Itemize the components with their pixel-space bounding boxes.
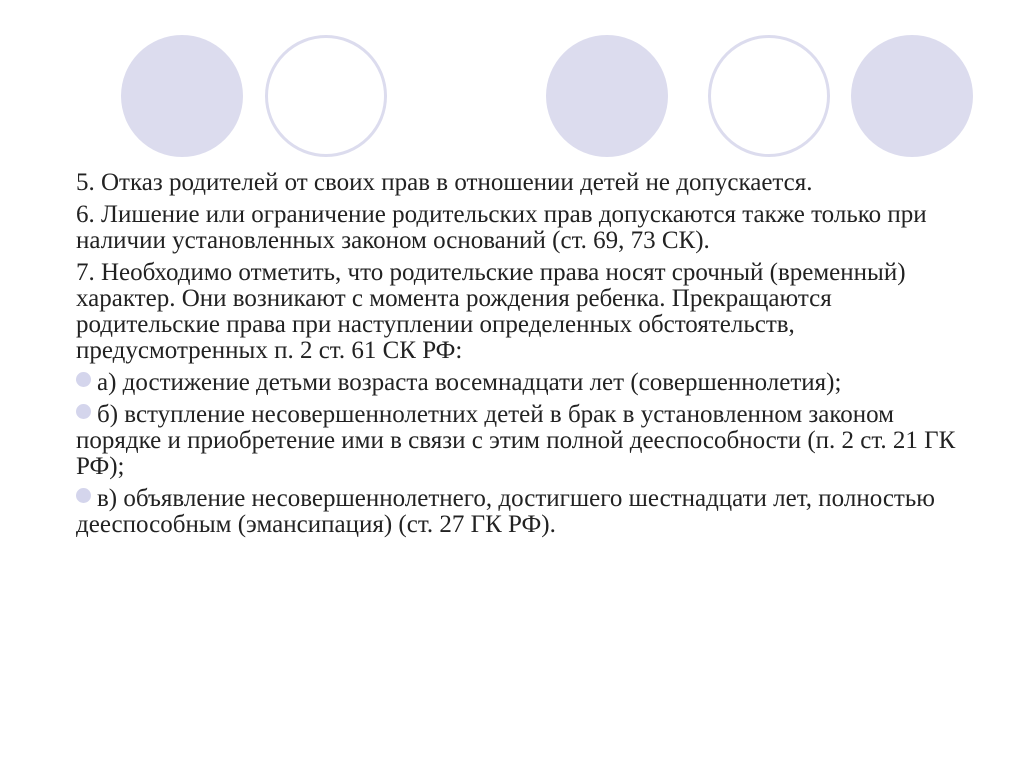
decorative-circle-outline — [708, 35, 830, 157]
paragraph-7: 7. Необходимо отметить, что родительские права носят срочный (временный) характер. Они возникают с момента рождения ребенка. Прекращаются родительские права при наступлении определенных обстоятельств, предусмотренных п. 2 ст. 61 СК РФ: — [76, 259, 906, 364]
list-item-a — [76, 370, 976, 396]
slide-body — [76, 170, 976, 544]
decorative-circle-filled — [546, 35, 668, 157]
list-item-c — [76, 486, 976, 538]
paragraph-6: 6. Лишение или ограничение родительских прав допускаются также только при наличии установленных законом оснований (ст. 69, 73 СК). — [76, 201, 927, 254]
bullet-icon — [76, 372, 91, 387]
list-item-b — [76, 402, 976, 480]
list-item-text: в) объявление несовершеннолетнего, достигшего шестнадцати лет, полностью дееспособным (эмансипация) (ст. 27 ГК РФ). — [76, 485, 935, 538]
bullet-icon — [76, 404, 91, 419]
decorative-circle-filled — [851, 35, 973, 157]
list-item-text: б) вступление несовершеннолетних детей в брак в установленном законом порядке и приобретение ими в связи с этим полной дееспособности (п. 2 ст. 21 ГК РФ); — [76, 401, 956, 480]
list-item-text: а) достижение детьми возраста восемнадцати лет (совершеннолетия); — [97, 369, 842, 396]
decorative-circle-filled — [121, 35, 243, 157]
paragraph-5: 5. Отказ родителей от своих прав в отношении детей не допускается. — [76, 169, 813, 196]
bullet-icon — [76, 488, 91, 503]
decorative-circle-outline — [265, 35, 387, 157]
